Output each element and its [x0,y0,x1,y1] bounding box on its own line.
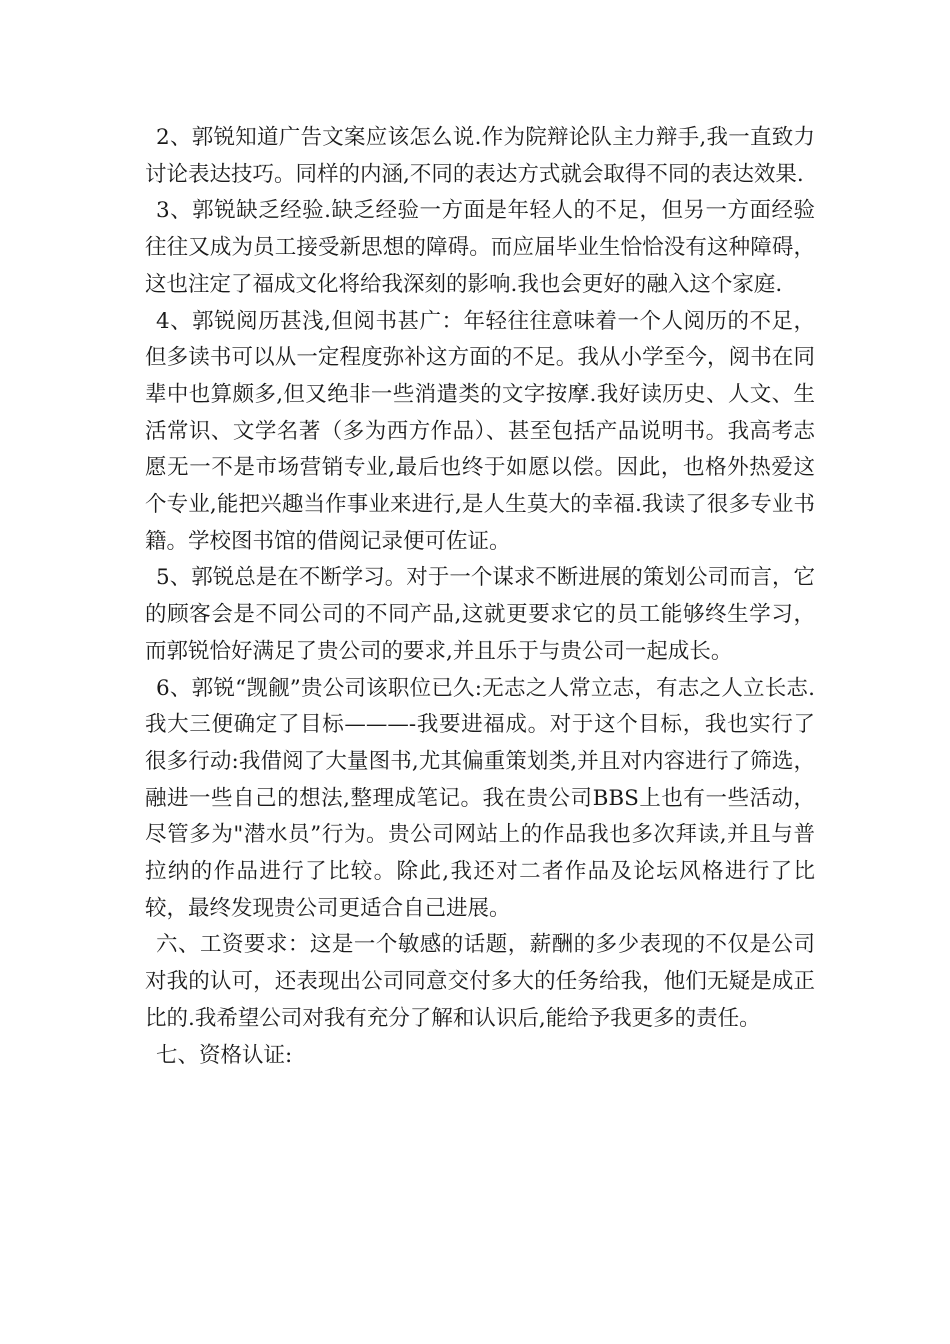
paragraph-point-6: 6、郭锐“觊觎”贵公司该职位已久:无志之人常立志，有志之人立长志.我大三便确定了目标———-我要进福成。对于这个目标，我也实行了很多行动:我借阅了大量图书,尤其偏重策划类,并且对内容进行了筛选，融进一些自己的想法,整理成笔记。我在贵公司BBS上也有一些活动，尽管多为"潜水员”行为。贵公司网站上的作品我也多次拜读,并且与普拉纳的作品进行了比较。除此,我还对二者作品及论坛风格进行了比较，最终发现贵公司更适合自己进展。 [145,675,815,921]
section-qualification-heading: 七、资格认证: [156,1042,293,1068]
section-salary-requirements: 六、工资要求：这是一个敏感的话题，薪酬的多少表现的不仅是公司对我的认可，还表现出公司同意交付多大的任务给我，他们无疑是成正比的.我希望公司对我有充分了解和认识后,能给予我更多的责任。 [145,932,815,1031]
document-body [145,120,815,1074]
paragraph-point-5: 5、郭锐总是在不断学习。对于一个谋求不断进展的策划公司而言，它的顾客会是不同公司的不同产品,这就更要求它的员工能够终生学习，而郭锐恰好满足了贵公司的要求,并且乐于与贵公司一起成长。 [145,565,815,664]
paragraph-point-4: 4、郭锐阅历甚浅,但阅书甚广：年轻往往意味着一个人阅历的不足，但多读书可以从一定程度弥补这方面的不足。我从小学至今，阅书在同辈中也算颇多,但又绝非一些消遣类的文字按摩.我好读历史、人文、生活常识、文学名著（多为西方作品）、甚至包括产品说明书。我高考志愿无一不是市场营销专业,最后也终于如愿以偿。因此，也格外热爱这个专业,能把兴趣当作事业来进行,是人生莫大的幸福.我读了很多专业书籍。学校图书馆的借阅记录便可佐证。 [145,308,815,554]
paragraph-point-2: 2、郭锐知道广告文案应该怎么说.作为院辩论队主力辩手,我一直致力讨论表达技巧。同样的内涵,不同的表达方式就会取得不同的表达效果. [145,125,815,187]
paragraph-point-3: 3、郭锐缺乏经验.缺乏经验一方面是年轻人的不足，但另一方面经验往往又成为员工接受新思想的障碍。而应届毕业生恰恰没有这种障碍，这也注定了福成文化将给我深刻的影响.我也会更好的融入这个家庭. [145,198,815,297]
